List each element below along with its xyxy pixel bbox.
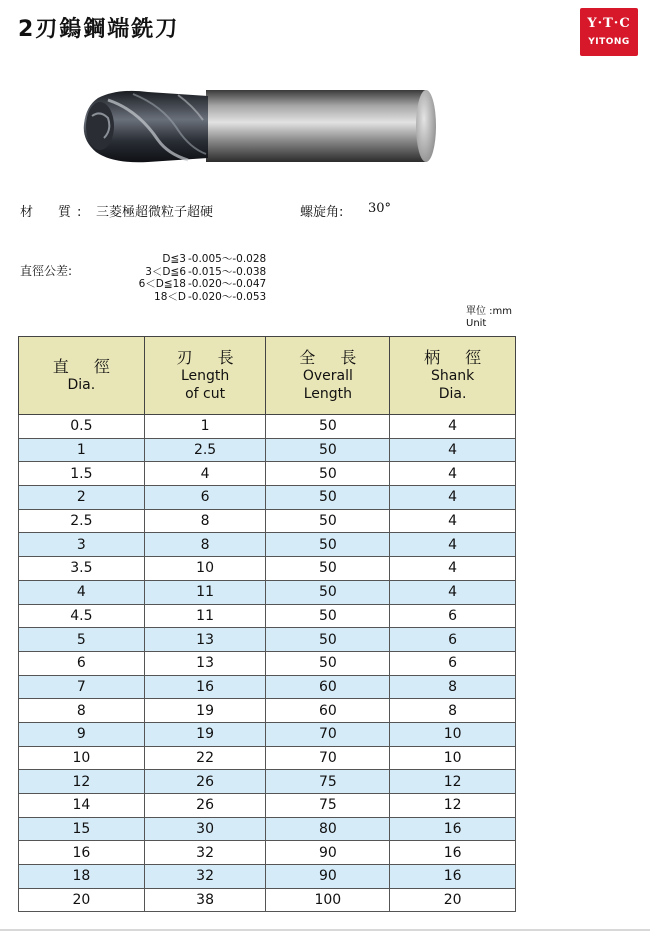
table-row — [19, 699, 516, 723]
table-row — [19, 794, 516, 818]
table-cell: 16 — [390, 817, 516, 841]
table-cell: 16 — [19, 841, 145, 865]
table-cell: 2 — [19, 486, 145, 510]
table-cell: 4 — [390, 580, 516, 604]
tolerance-row — [100, 266, 300, 279]
tolerance-range: -0.015～-0.038 — [188, 265, 267, 278]
table-cell: 10 — [390, 722, 516, 746]
table-cell: 50 — [266, 438, 390, 462]
table-cell: 50 — [266, 415, 390, 439]
table-cell: 50 — [266, 557, 390, 581]
table-cell: 0.5 — [19, 415, 145, 439]
header-en: Length — [180, 367, 230, 384]
table-cell: 26 — [144, 794, 266, 818]
table-row — [19, 486, 516, 510]
table-cell: 4 — [390, 557, 516, 581]
tolerance-row — [100, 291, 300, 304]
table-cell: 4 — [390, 438, 516, 462]
header-en: of cut — [185, 385, 226, 402]
table-cell: 10 — [19, 746, 145, 770]
tolerance-range: -0.005～-0.028 — [188, 253, 267, 265]
table-cell: 15 — [19, 817, 145, 841]
tolerance-condition: 3＜D≦6 — [145, 265, 186, 278]
table-cell: 4 — [390, 533, 516, 557]
table-cell: 11 — [144, 604, 266, 628]
table-cell: 1 — [19, 438, 145, 462]
table-cell: 2.5 — [144, 438, 266, 462]
logo-subtext: YITONG — [588, 37, 630, 47]
header-length-of-cut — [144, 337, 266, 415]
table-cell: 6 — [19, 651, 145, 675]
table-cell: 12 — [390, 770, 516, 794]
table-cell: 10 — [144, 557, 266, 581]
tolerance-condition: 6＜D≦18 — [138, 278, 186, 290]
table-cell: 32 — [144, 865, 266, 889]
unit-zh: 單位 :mm — [466, 306, 513, 317]
page-title: 2刃鎢鋼端銑刀 — [18, 17, 180, 42]
table-cell: 26 — [144, 770, 266, 794]
table-row — [19, 462, 516, 486]
material-value: 三菱極超微粒子超硬 — [96, 205, 214, 220]
header-en: Overall — [302, 367, 353, 384]
table-row — [19, 817, 516, 841]
table-cell: 8 — [390, 699, 516, 723]
table-cell: 60 — [266, 675, 390, 699]
tolerance-label: 直徑公差: — [20, 264, 73, 278]
table-cell: 4 — [390, 509, 516, 533]
table-cell: 8 — [19, 699, 145, 723]
logo-text: Y·T·C — [587, 16, 631, 31]
table-row — [19, 888, 516, 912]
table-cell: 75 — [266, 794, 390, 818]
material-label: 材 質: — [20, 205, 88, 220]
table-cell: 3 — [19, 533, 145, 557]
table-row — [19, 557, 516, 581]
table-cell: 3.5 — [19, 557, 145, 581]
table-cell: 5 — [19, 628, 145, 652]
table-row — [19, 746, 516, 770]
tolerance-row — [100, 278, 300, 291]
table-cell: 20 — [390, 888, 516, 912]
table-row — [19, 604, 516, 628]
table-cell: 50 — [266, 628, 390, 652]
table-header-row — [19, 337, 516, 415]
tolerance-row — [100, 253, 300, 266]
table-cell: 18 — [19, 865, 145, 889]
table-cell: 1 — [144, 415, 266, 439]
table-cell: 4 — [390, 415, 516, 439]
tolerance-range: -0.020～-0.047 — [188, 278, 267, 290]
table-row — [19, 580, 516, 604]
table-cell: 13 — [144, 628, 266, 652]
table-cell: 16 — [144, 675, 266, 699]
table-cell: 4 — [390, 486, 516, 510]
header-en: Length — [303, 385, 352, 402]
table-row — [19, 438, 516, 462]
table-row — [19, 722, 516, 746]
table-body — [19, 415, 516, 912]
table-cell: 9 — [19, 722, 145, 746]
tolerance-list — [100, 253, 300, 303]
end-mill-image — [78, 80, 438, 170]
table-cell: 8 — [144, 533, 266, 557]
helix-value: 30° — [368, 201, 392, 216]
tolerance-range: -0.020～-0.053 — [188, 290, 267, 303]
table-row — [19, 628, 516, 652]
table-row — [19, 509, 516, 533]
table-cell: 100 — [266, 888, 390, 912]
table-row — [19, 533, 516, 557]
header-zh: 刃 長 — [176, 347, 244, 367]
table-cell: 4 — [144, 462, 266, 486]
table-cell: 8 — [144, 509, 266, 533]
ytc-logo — [580, 8, 638, 56]
table-cell: 50 — [266, 651, 390, 675]
header-en: Dia. — [438, 385, 467, 402]
helix-label: 螺旋角: — [300, 205, 344, 220]
table-cell: 19 — [144, 699, 266, 723]
table-cell: 70 — [266, 722, 390, 746]
table-cell: 60 — [266, 699, 390, 723]
table-row — [19, 841, 516, 865]
unit-note — [466, 306, 512, 330]
table-cell: 50 — [266, 462, 390, 486]
tolerance-condition: 18＜D — [154, 290, 186, 303]
table-cell: 6 — [390, 651, 516, 675]
table-row — [19, 675, 516, 699]
table-cell: 20 — [19, 888, 145, 912]
table-cell: 6 — [390, 628, 516, 652]
table-row — [19, 865, 516, 889]
table-cell: 4.5 — [19, 604, 145, 628]
table-cell: 19 — [144, 722, 266, 746]
table-cell: 8 — [390, 675, 516, 699]
table-cell: 50 — [266, 486, 390, 510]
table-cell: 4 — [390, 462, 516, 486]
table-cell: 16 — [390, 841, 516, 865]
table-cell: 50 — [266, 580, 390, 604]
header-zh: 直 徑 — [52, 356, 120, 376]
unit-en: Unit — [466, 318, 487, 329]
table-cell: 12 — [19, 770, 145, 794]
table-cell: 1.5 — [19, 462, 145, 486]
header-zh: 全 長 — [299, 347, 367, 367]
table-cell: 90 — [266, 865, 390, 889]
table-cell: 70 — [266, 746, 390, 770]
table-cell: 14 — [19, 794, 145, 818]
table-cell: 30 — [144, 817, 266, 841]
table-row — [19, 415, 516, 439]
table-cell: 75 — [266, 770, 390, 794]
table-cell: 2.5 — [19, 509, 145, 533]
header-diameter — [19, 337, 145, 415]
table-cell: 50 — [266, 509, 390, 533]
table-cell: 80 — [266, 817, 390, 841]
table-cell: 32 — [144, 841, 266, 865]
tolerance-condition: D≦3 — [162, 253, 186, 265]
header-overall-length — [266, 337, 390, 415]
table-cell: 6 — [144, 486, 266, 510]
header-shank-dia — [390, 337, 516, 415]
table-cell: 10 — [390, 746, 516, 770]
table-cell: 11 — [144, 580, 266, 604]
table-cell: 38 — [144, 888, 266, 912]
header-en: Shank — [430, 367, 475, 384]
table-row — [19, 651, 516, 675]
table-cell: 22 — [144, 746, 266, 770]
table-cell: 4 — [19, 580, 145, 604]
table-cell: 90 — [266, 841, 390, 865]
header-en: Dia. — [67, 376, 96, 393]
table-cell: 7 — [19, 675, 145, 699]
table-row — [19, 770, 516, 794]
table-cell: 50 — [266, 604, 390, 628]
table-cell: 6 — [390, 604, 516, 628]
header-zh: 柄 徑 — [424, 347, 492, 367]
table-cell: 12 — [390, 794, 516, 818]
bottom-divider — [0, 929, 650, 931]
table-cell: 50 — [266, 533, 390, 557]
table-cell: 13 — [144, 651, 266, 675]
spec-table — [18, 336, 516, 912]
table-cell: 16 — [390, 865, 516, 889]
